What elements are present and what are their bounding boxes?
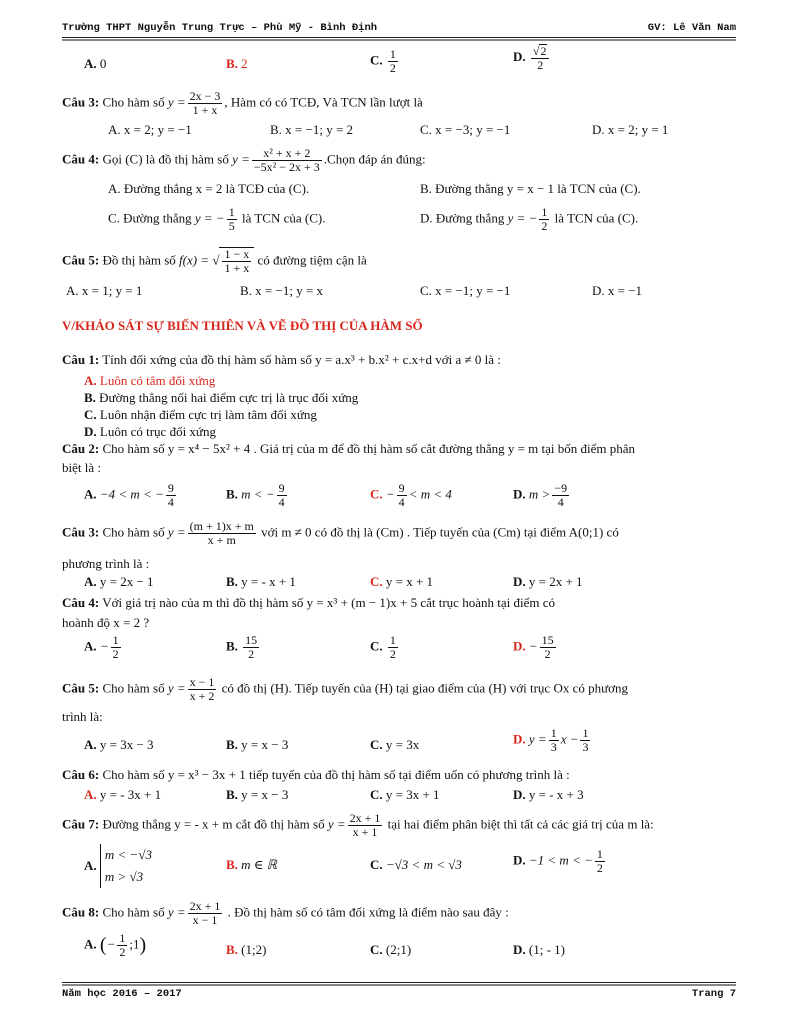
s6-option-d: D. y = - x + 3	[513, 787, 584, 802]
q3a-option-a: A. x = 2; y = −1	[108, 122, 192, 137]
q5a-option-a: A. x = 1; y = 1	[66, 283, 143, 298]
s1-option-c: C. Luôn nhận điểm cực trị làm tâm đối xứng	[84, 407, 317, 422]
q4a-option-d: D. Đường thẳng y = − $\frac{1}{2}$ là TCN của (C).	[420, 205, 639, 233]
section-question-2: Câu 2: Cho hàm số y = x⁴ − 5x² + 4 . Giá trị của m để đồ thị hàm số cắt đường thẳng y = m tại bốn điểm phân	[62, 441, 636, 456]
s6-option-c: C. y = 3x + 1	[370, 787, 440, 802]
footer-year: Năm học 2016 – 2017	[62, 988, 182, 1000]
section-question-3-cont: phương trình là :	[62, 556, 150, 571]
q3a-option-d: D. x = 2; y = 1	[592, 122, 669, 137]
s8-option-a: A. (− $\frac{1}{2}$ ;1)	[84, 931, 147, 959]
footer-page: Trang 7	[691, 988, 736, 1000]
s3-option-d: D. y = 2x + 1	[513, 574, 583, 589]
header-rule	[62, 37, 736, 41]
s7-option-c: C. −√3 < m < √3	[370, 857, 462, 872]
top-option-c: C. $\frac{1}{2}$	[370, 47, 396, 75]
q3a-option-b: B. x = −1; y = 2	[270, 122, 354, 137]
s1-option-b: B. Đường thẳng nối hai điểm cực trị là trục đối xứng	[84, 390, 359, 405]
s3-option-c: C. y = x + 1	[370, 574, 434, 589]
section-question-5: Câu 5: Cho hàm số y = $\frac{x - 1}{x + 2}$ có đồ thị (H). Tiếp tuyến của (H) tại giao điểm của (H) với trục Ox có phương	[62, 675, 629, 703]
s8-option-d: D. (1; - 1)	[513, 942, 565, 957]
top-option-a: A. 0	[84, 56, 107, 71]
section-question-3: Câu 3: Cho hàm số y = $\frac{(m + 1)x + m}{x + m}$ với m ≠ 0 có đồ thị là (Cm) . Tiếp tuyến của (Cm) tại điểm A(0;1) có	[62, 519, 619, 547]
header-teacher: GV: Lê Văn Nam	[647, 22, 736, 34]
s4-option-d: D. − $\frac{15}{2}$	[513, 633, 554, 661]
section-question-2-cont: biệt là :	[62, 460, 101, 475]
s5-option-a: A. y = 3x − 3	[84, 737, 154, 752]
q5a-option-c: C. x = −1; y = −1	[420, 283, 511, 298]
page-header	[62, 20, 736, 38]
section-title: V/KHẢO SÁT SỰ BIẾN THIÊN VÀ VẼ ĐỒ THỊ CỦA HÀM SỐ	[62, 318, 423, 333]
section-question-7: Câu 7: Đường thẳng y = - x + m cắt đồ thị hàm số y = $\frac{2x + 1}{x + 1}$ tại hai điểm phân biệt thì tất cả các giá trị của m là:	[62, 811, 654, 839]
section-question-8: Câu 8: Cho hàm số y = $\frac{2x + 1}{x - 1}$ . Đồ thị hàm số có tâm đối xứng là điểm nào sau đây :	[62, 899, 509, 927]
s3-option-b: B. y = - x + 1	[226, 574, 296, 589]
q4a-option-c: C. Đường thẳng y = − $\frac{1}{5}$ là TCN của (C).	[108, 205, 326, 233]
s6-option-a: A. y = - 3x + 1	[84, 787, 162, 802]
s2-option-a: A. −4 < m < − $\frac{9}{4}$	[84, 481, 174, 509]
s2-option-c: C. − $\frac{9}{4}$ < m < 4	[370, 481, 452, 509]
s5-option-b: B. y = x − 3	[226, 737, 289, 752]
q5a-option-d: D. x = −1	[592, 283, 643, 298]
s1-option-a: A. Luôn có tâm đối xứng	[84, 373, 216, 388]
s8-option-b: B. (1;2)	[226, 942, 267, 957]
s1-option-d: D. Luôn có trục đối xứng	[84, 424, 216, 439]
section-question-4: Câu 4: Với giá trị nào của m thì đồ thị hàm số y = x³ + (m − 1)x + 5 cắt trục hoành tại điểm có	[62, 595, 555, 610]
section-question-4-cont: hoành độ x = 2 ?	[62, 615, 150, 630]
q5a-option-b: B. x = −1; y = x	[240, 283, 324, 298]
section-question-5-cont: trình là:	[62, 709, 103, 724]
top-option-d: D. $\frac{√2}{2}$	[513, 44, 551, 72]
s4-option-b: B. $\frac{15}{2}$	[226, 633, 258, 661]
s4-option-c: C. $\frac{1}{2}$	[370, 633, 396, 661]
s7-option-a: A. m < −√3 m > √3	[84, 844, 152, 888]
s7-option-d: D. −1 < m < − $\frac{1}{2}$	[513, 847, 603, 875]
s2-option-d: D. m > $\frac{-9}{4}$	[513, 481, 568, 509]
s6-option-b: B. y = x − 3	[226, 787, 289, 802]
question-5a: Câu 5: Đồ thị hàm số f(x) = √ $\frac{1 - x}{1 + x}$ có đường tiệm cận là	[62, 247, 367, 275]
question-4a: Câu 4: Gọi (C) là đồ thị hàm số y = $\frac{\text{x² + x + 2}}{\text{−5x² − 2x + 3}}$ .Chọn đáp án đúng:	[62, 146, 426, 174]
top-option-b: B. 2	[226, 56, 248, 71]
section-question-6: Câu 6: Cho hàm số y = x³ − 3x + 1 tiếp tuyến của đồ thị hàm số tại điểm uốn có phương trình là :	[62, 767, 570, 782]
s3-option-a: A. y = 2x − 1	[84, 574, 154, 589]
s5-option-d: D. y = $\frac{1}{3}$ x − $\frac{1}{3}$	[513, 726, 589, 754]
s5-option-c: C. y = 3x	[370, 737, 420, 752]
section-question-1: Câu 1: Tính đối xứng của đồ thị hàm số hàm số y = a.x³ + b.x² + c.x+d với a ≠ 0 là :	[62, 352, 501, 367]
q4a-option-b: B. Đường thẳng y = x − 1 là TCN của (C).	[420, 181, 641, 196]
header-school: Trường THPT Nguyễn Trung Trực – Phù Mỹ - Bình Định	[62, 22, 378, 34]
s8-option-c: C. (2;1)	[370, 942, 412, 957]
s2-option-b: B. m < − $\frac{9}{4}$	[226, 481, 285, 509]
footer-rule	[62, 982, 736, 986]
s4-option-a: A. − $\frac{1}{2}$	[84, 633, 119, 661]
s7-option-b: B. m ∈ ℝ	[226, 857, 277, 872]
q4a-option-a: A. Đường thẳng x = 2 là TCĐ của (C).	[108, 181, 310, 196]
question-3a: Câu 3: Cho hàm số y = $\frac{2x - 3}{1 + x}$ , Hàm có có TCĐ, Và TCN lần lượt là	[62, 89, 423, 117]
q3a-option-c: C. x = −3; y = −1	[420, 122, 511, 137]
